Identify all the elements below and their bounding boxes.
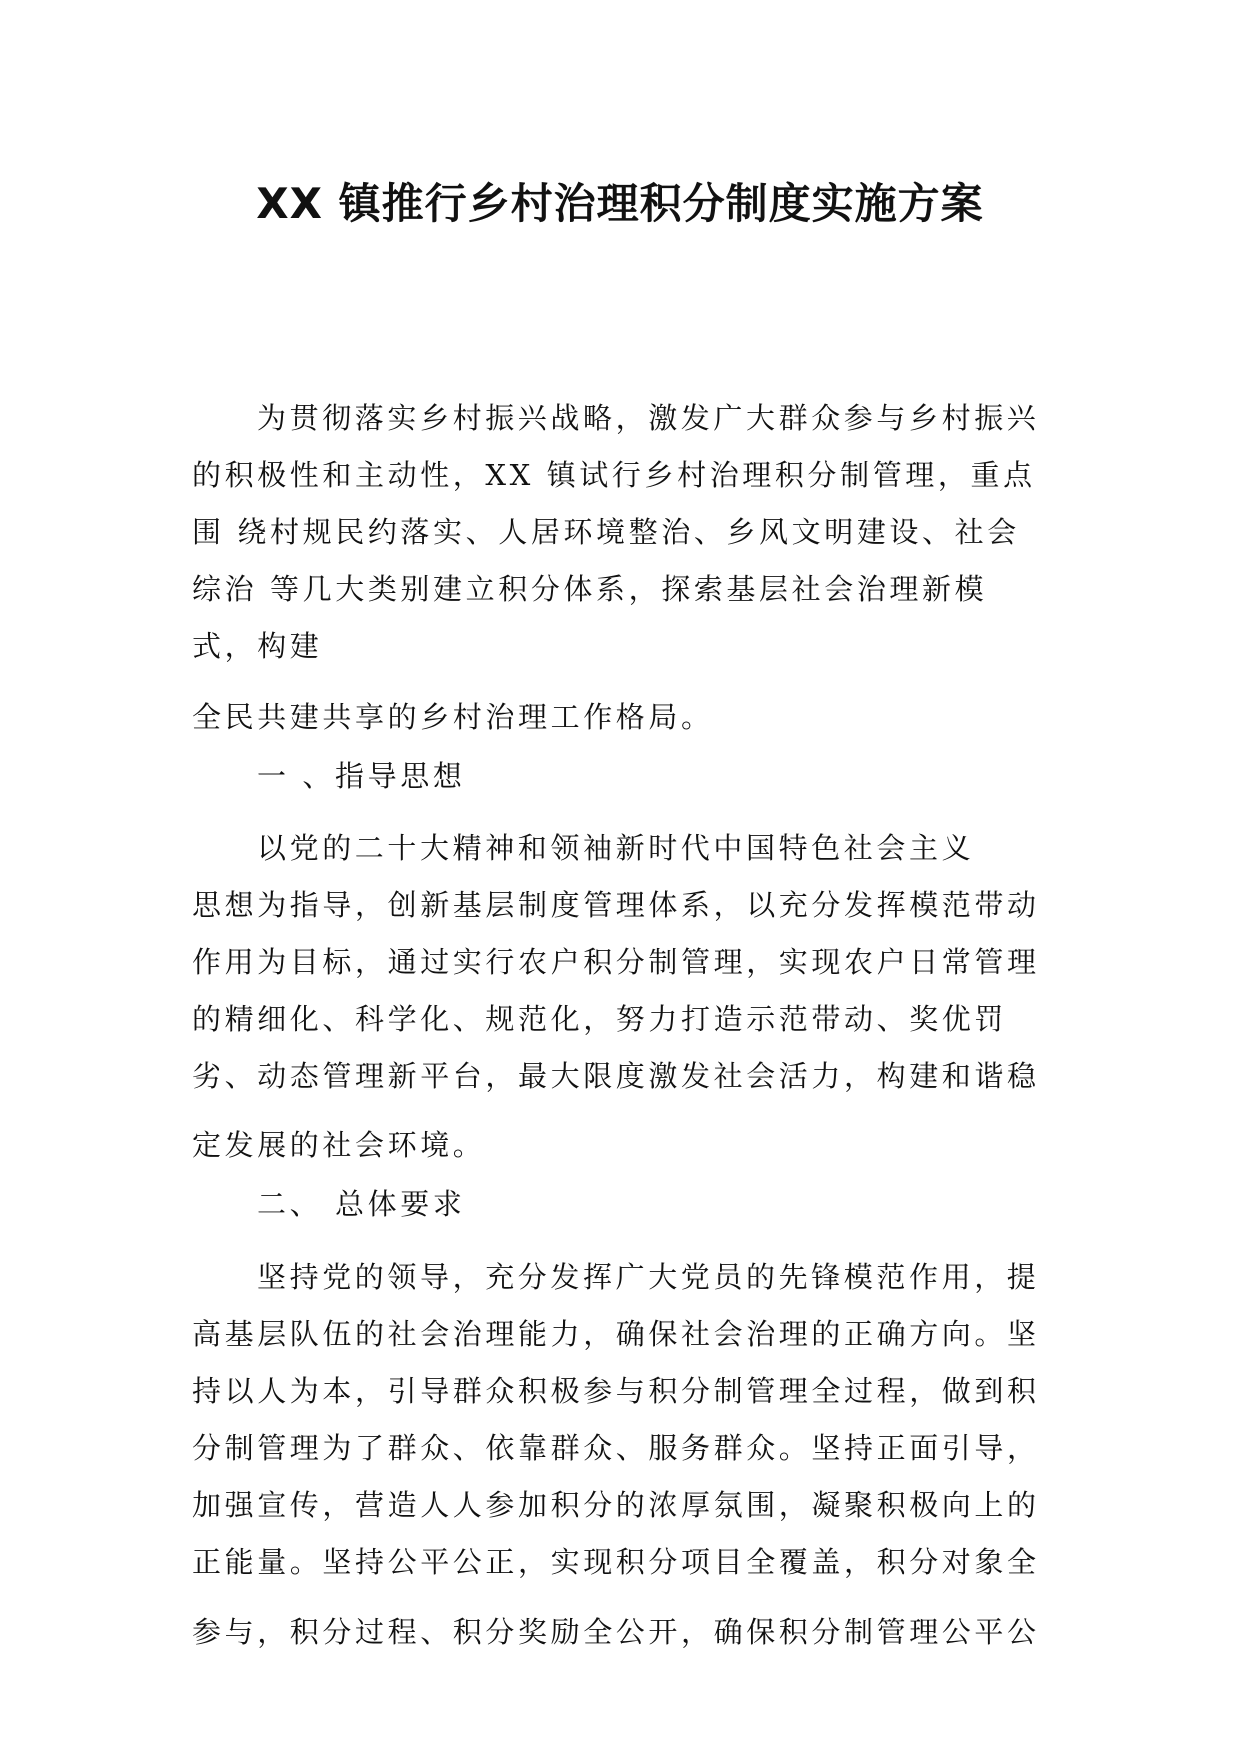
paragraph-line: 全民共建共享的乡村治理工作格局。 [192,700,714,734]
section-heading-overall-requirements: 二、 总体要求 [257,1187,466,1221]
paragraph-line: 围 绕村规民约落实、人居环境整治、乡风文明建设、社会 [192,515,1020,549]
paragraph-line: 作用为目标，通过实行农户积分制管理，实现农户日常管理 [192,945,1040,979]
paragraph-line: 分制管理为了群众、依靠群众、服务群众。坚持正面引导， [192,1431,1040,1465]
paragraph-line: 加强宣传，营造人人参加积分的浓厚氛围，凝聚积极向上的 [192,1488,1040,1522]
paragraph-line: 的精细化、科学化、规范化，努力打造示范带动、奖优罚 [192,1002,1008,1036]
paragraph-line: 劣、动态管理新平台，最大限度激发社会活力，构建和谐稳 [192,1059,1040,1093]
paragraph-line: 正能量。坚持公平公正，实现积分项目全覆盖，积分对象全 [192,1545,1040,1579]
section-heading-guiding-ideology: 一 、指导思想 [257,759,466,793]
paragraph-line: 参与，积分过程、积分奖励全公开，确保积分制管理公平公 [192,1615,1040,1649]
paragraph-line: 思想为指导，创新基层制度管理体系，以充分发挥模范带动 [192,888,1040,922]
paragraph-line: 持以人为本，引导群众积极参与积分制管理全过程，做到积 [192,1374,1040,1408]
paragraph-line: 式，构建 [192,629,323,663]
paragraph-line: 的积极性和主动性，XX 镇试行乡村治理积分制管理，重点 [192,458,1036,492]
document-title: XX 镇推行乡村治理积分制度实施方案 [256,179,984,228]
paragraph-line: 高基层队伍的社会治理能力，确保社会治理的正确方向。坚 [192,1317,1040,1351]
paragraph-line: 坚持党的领导，充分发挥广大党员的先锋模范作用，提 [257,1260,1040,1294]
paragraph-line: 定发展的社会环境。 [192,1128,486,1162]
paragraph-line: 为贯彻落实乡村振兴战略，激发广大群众参与乡村振兴 [257,401,1040,435]
paragraph-line: 以党的二十大精神和领袖新时代中国特色社会主义 [257,831,975,865]
paragraph-line: 综治 等几大类别建立积分体系，探索基层社会治理新模 [192,572,988,606]
